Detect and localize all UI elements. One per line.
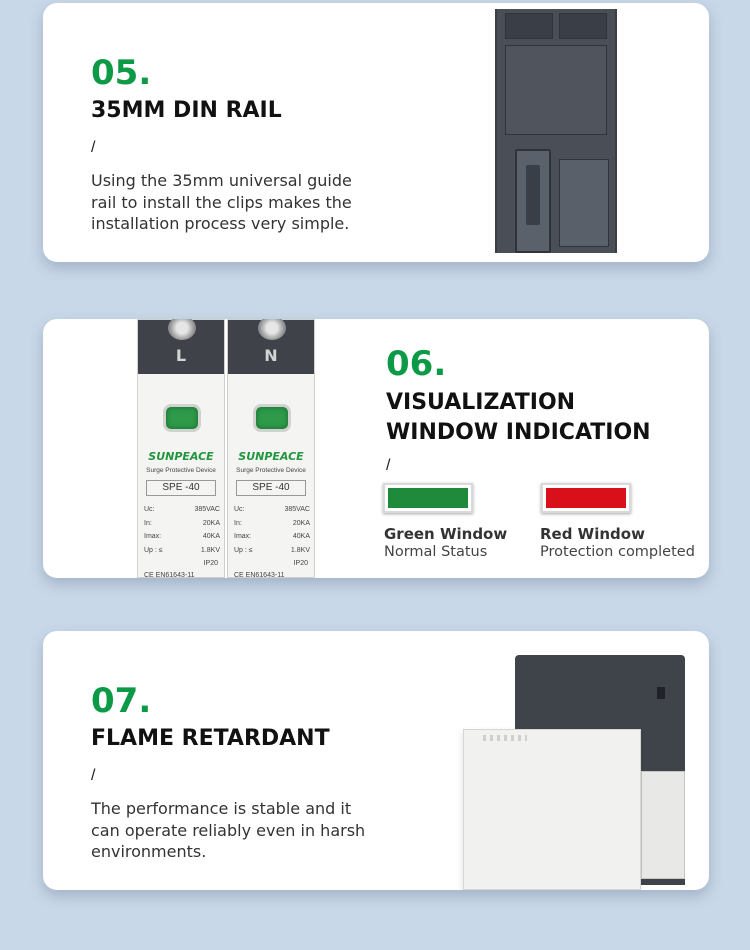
din-rail-card [43,3,709,262]
indicator-window [163,404,201,432]
pole-label: N [264,346,278,365]
ip-rating: IP20 [203,560,218,567]
section-number: 07. [91,681,152,721]
red-window-swatch [541,483,631,513]
divider-slash: / [386,457,391,474]
model-label: SPE -40 [236,480,306,496]
green-window-label: Green Window [384,525,508,543]
visualization-window-card [43,319,709,578]
spec-list: Uc: 385VAC In: 20KA Imax: 40KA Up : ≤ 1.8KV [234,506,310,554]
green-window-status: Normal Status [384,544,488,560]
spec-list: Uc: 385VAC In: 20KA Imax: 40KA Up : ≤ 1.8KV [144,506,220,554]
divider-slash: / [91,139,96,156]
pole-n [227,319,315,578]
section-title-line2: WINDOW INDICATION [386,420,651,445]
section-title: FLAME RETARDANT [91,726,330,751]
certification: CE EN61643-11 [234,572,285,578]
surge-protector-image [137,319,317,578]
section-title: 35MM DIN RAIL [91,98,282,123]
pole-l [137,319,225,578]
ip-rating: IP20 [293,560,308,567]
section-number: 06. [386,344,447,384]
din-rail-clip-image [495,9,617,253]
model-label: SPE -40 [146,480,216,496]
green-window-swatch [383,483,473,513]
device-subtitle: Surge Protective Device [236,467,306,474]
section-description: Using the 35mm universal guide rail to install the clips makes the installation process very simple. [91,171,352,233]
section-title-line1: VISUALIZATION [386,390,576,415]
indicator-window [253,404,291,432]
section-number: 05. [91,53,152,93]
red-window-status: Protection completed [540,544,695,560]
divider-slash: / [91,767,96,784]
section-description: The performance is stable and it can operate reliably even in harsh environments. [91,799,366,861]
housing-image [463,655,685,890]
device-subtitle: Surge Protective Device [146,467,216,474]
red-window-label: Red Window [540,525,645,543]
pole-label: L [175,346,187,365]
certification: CE EN61643-11 [144,572,195,578]
brand-name: SUNPEACE [238,450,304,463]
flame-retardant-card [43,631,709,890]
brand-name: SUNPEACE [148,450,214,463]
